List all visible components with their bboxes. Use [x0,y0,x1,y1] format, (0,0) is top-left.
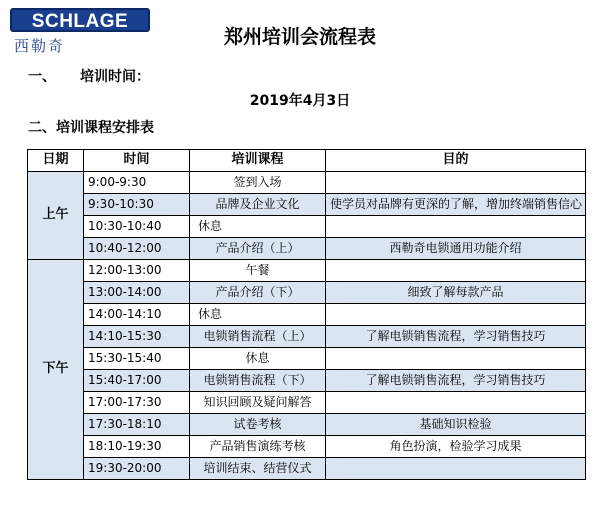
header-purpose: 目的 [326,150,586,172]
table-row [28,414,586,436]
cell-course: 午餐 [190,260,326,282]
section2-text: 培训课程安排表 [56,120,154,136]
cell-time: 15:40-17:00 [84,370,190,392]
cell-purpose: 西勒奇电锁通用功能介绍 [326,238,586,260]
cell-purpose [326,216,586,238]
cell-purpose [326,172,586,194]
cell-course: 休息 [190,216,326,238]
table-row [28,392,586,414]
cell-time: 10:40-12:00 [84,238,190,260]
cell-time: 14:10-15:30 [84,326,190,348]
table-row [28,172,586,194]
cell-purpose: 了解电锁销售流程，学习销售技巧 [326,370,586,392]
table-row [28,370,586,392]
section1-text: 培训时间： [80,69,150,85]
cell-time: 19:30-20:00 [84,458,190,480]
day-morning: 上午 [28,172,84,260]
cell-course: 电锁销售流程（上） [190,326,326,348]
cell-course: 电锁销售流程（下） [190,370,326,392]
cell-course: 培训结束、结营仪式 [190,458,326,480]
cell-course: 知识回顾及疑问解答 [190,392,326,414]
header-course: 培训课程 [190,150,326,172]
training-date: 2019年4月3日 [249,93,351,109]
section-schedule [28,117,154,137]
cell-time: 9:00-9:30 [84,172,190,194]
cell-time: 13:00-14:00 [84,282,190,304]
schedule-table [27,149,586,480]
table-row [28,194,586,216]
cell-course: 休息 [190,348,326,370]
section2-label: 二、 [28,120,56,136]
cell-time: 17:30-18:10 [84,414,190,436]
header-time: 时间 [84,150,190,172]
cell-course: 产品销售演练考核 [190,436,326,458]
cell-purpose: 了解电锁销售流程，学习销售技巧 [326,326,586,348]
cell-purpose [326,392,586,414]
table-row [28,304,586,326]
cell-purpose: 基础知识检验 [326,414,586,436]
cell-course: 产品介绍（上） [190,238,326,260]
cell-purpose: 角色扮演，检验学习成果 [326,436,586,458]
table-row [28,458,586,480]
cell-purpose [326,348,586,370]
cell-course: 产品介绍（下） [190,282,326,304]
cell-purpose: 使学员对品牌有更深的了解，增加终端销售信心 [326,194,586,216]
table-row [28,260,586,282]
table-row [28,282,586,304]
cell-time: 18:10-19:30 [84,436,190,458]
cell-purpose [326,458,586,480]
cell-time: 10:30-10:40 [84,216,190,238]
section1-label: 一、 [28,69,56,85]
cell-purpose [326,260,586,282]
page-title: 郑州培训会流程表 [223,26,376,48]
day-afternoon: 下午 [28,260,84,480]
logo-brand: SCHLAGE [10,8,150,32]
cell-course: 签到入场 [190,172,326,194]
cell-time: 12:00-13:00 [84,260,190,282]
cell-time: 14:00-14:10 [84,304,190,326]
cell-time: 15:30-15:40 [84,348,190,370]
cell-course: 品牌及企业文化 [190,194,326,216]
table-row [28,238,586,260]
table-row [28,436,586,458]
header-date: 日期 [28,150,84,172]
table-row [28,216,586,238]
logo-cn-name: 西勒奇 [14,37,66,55]
cell-time: 9:30-10:30 [84,194,190,216]
cell-purpose [326,304,586,326]
cell-purpose: 细致了解每款产品 [326,282,586,304]
cell-time: 17:00-17:30 [84,392,190,414]
cell-course: 试卷考核 [190,414,326,436]
cell-course: 休息 [190,304,326,326]
table-header-row [28,150,586,172]
table-row [28,326,586,348]
table-row [28,348,586,370]
section-training-time [28,66,150,86]
